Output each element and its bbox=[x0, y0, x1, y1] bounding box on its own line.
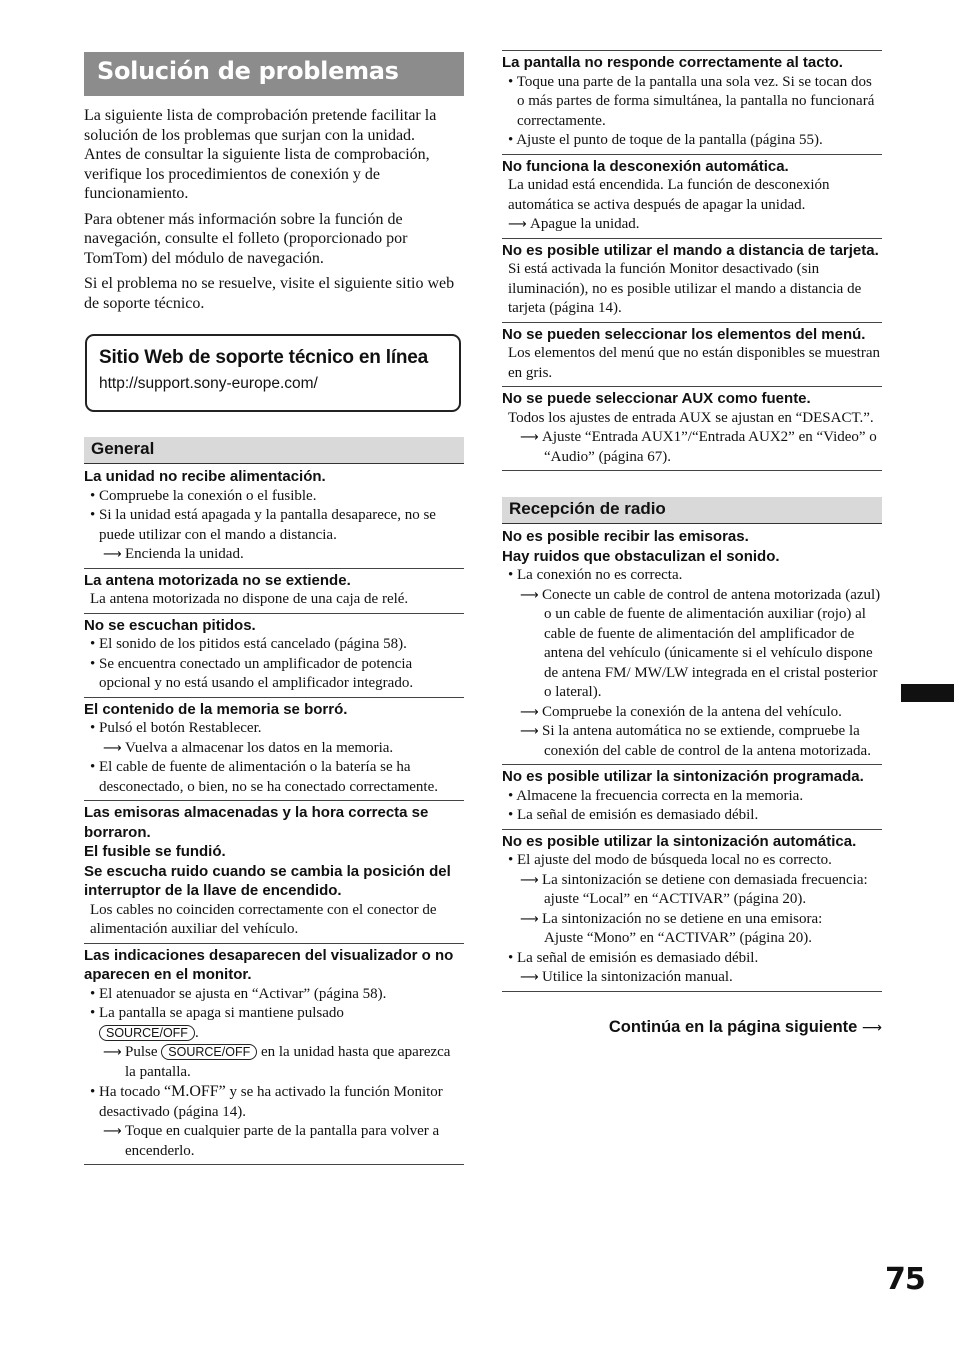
intro-paragraph: Antes de consultar la siguiente lista de comprobación, verifique los procedimientos de conexión y de funcionamiento. bbox=[84, 146, 430, 202]
arrow-right-icon: ⟶ bbox=[520, 587, 539, 603]
problem-heading: La pantalla no responde correctamente al tacto. bbox=[502, 54, 843, 71]
problem-heading: El fusible se fundió. bbox=[84, 843, 226, 860]
problem-heading: La antena motorizada no se extiende. bbox=[84, 571, 351, 589]
support-website-url[interactable]: http://support.sony-europe.com/ bbox=[99, 375, 318, 392]
cause-text: Si está activada la función Monitor desactivado (sin iluminación), no es posible utilizar el mando a distancia de tarjeta (página 14). bbox=[508, 261, 862, 316]
cause-text: Todos los ajustes de entrada AUX se ajustan en “DESACT.”. bbox=[508, 409, 874, 426]
cause-item: • Si la unidad está apagada y la pantalla desaparece, no se puede utilizar con el mando a distancia. bbox=[84, 506, 464, 545]
solution-item: ⟶ Vuelva a almacenar los datos en la memoria. bbox=[84, 739, 464, 759]
troubleshoot-entry bbox=[502, 323, 882, 388]
problem-heading: La unidad no recibe alimentación. bbox=[84, 468, 326, 485]
cause-item: • Se encuentra conectado un amplificador de potencia opcional y no está usando el amplificador integrado. bbox=[84, 655, 464, 694]
problem-heading: Las emisoras almacenadas y la hora correcta se borraron. bbox=[84, 804, 429, 841]
arrow-right-icon: ⟶ bbox=[520, 430, 539, 445]
troubleshoot-entry bbox=[84, 944, 464, 1166]
cause-item: • La señal de emisión es demasiado débil. bbox=[502, 949, 882, 969]
solution-item: ⟶ Ajuste “Entrada AUX1”/“Entrada AUX2” en “Video” o “Audio” (página 67). bbox=[520, 429, 877, 465]
troubleshoot-entry bbox=[84, 464, 464, 569]
page-title: Solución de problemas bbox=[84, 52, 464, 96]
cause-item: • La conexión no es correcta. bbox=[502, 566, 882, 586]
problem-heading: Hay ruidos que obstaculizan el sonido. bbox=[502, 547, 780, 565]
solution-item: ⟶ La sintonización se detiene con demasiada frecuencia: bbox=[502, 871, 882, 891]
arrow-right-icon: ⟶ bbox=[520, 970, 539, 985]
right-column bbox=[502, 50, 882, 1037]
cause-item: • El sonido de los pitidos está cancelado (página 58). bbox=[84, 635, 464, 655]
problem-heading: No funciona la desconexión automática. bbox=[502, 157, 789, 175]
problem-heading: Se escucha ruido cuando se cambia la posición del interruptor de la llave de encendido. bbox=[84, 862, 451, 899]
problem-heading: No es posible recibir las emisoras. bbox=[502, 528, 749, 545]
problem-heading: No es posible utilizar la sintonización automática. bbox=[502, 832, 857, 850]
section-radio-header: Recepción de radio bbox=[502, 497, 882, 524]
arrow-right-icon: ⟶ bbox=[520, 724, 539, 739]
troubleshoot-entry bbox=[502, 387, 882, 471]
solution-detail: Ajuste “Mono” en “ACTIVAR” (página 20). bbox=[544, 930, 812, 946]
cause-text: La antena motorizada no dispone de una caja de relé. bbox=[90, 591, 409, 607]
troubleshoot-entry bbox=[502, 765, 882, 830]
intro-paragraph: Para obtener más información sobre la función de navegación, consulte el folleto (proporcionado por TomTom) del módulo de navegación. bbox=[84, 210, 408, 267]
troubleshoot-entry bbox=[502, 524, 882, 765]
arrow-right-icon: ⟶ bbox=[103, 547, 122, 562]
solution-item: ⟶ Compruebe la conexión de la antena del vehículo. bbox=[502, 703, 882, 723]
intro-paragraph: La siguiente lista de comprobación pretende facilitar la solución de los problemas que surjan con la unidad. bbox=[84, 107, 437, 144]
cause-item: • Pulsó el botón Restablecer. bbox=[84, 719, 464, 739]
solution-detail: ajuste “Local” en “ACTIVAR” (página 20). bbox=[544, 891, 807, 907]
section-general-header: General bbox=[84, 437, 464, 464]
solution-item: ⟶ Toque en cualquier parte de la pantalla para volver a encenderlo. bbox=[103, 1123, 440, 1159]
troubleshoot-entry bbox=[84, 801, 464, 944]
problem-heading: No es posible utilizar el mando a distancia de tarjeta. bbox=[502, 241, 879, 259]
section-tab-marker bbox=[901, 684, 954, 702]
problem-heading: No es posible utilizar la sintonización programada. bbox=[502, 768, 864, 785]
solution-item: ⟶ Pulse SOURCE/OFF en la unidad hasta que aparezca la pantalla. bbox=[103, 1044, 451, 1080]
solution-item: ⟶ Apague la unidad. bbox=[502, 215, 882, 235]
cause-item: • Ha tocado “M.OFF” y se ha activado la función Monitor desactivado (página 14). bbox=[84, 1082, 464, 1122]
troubleshoot-entry bbox=[84, 614, 464, 698]
arrow-right-icon: ⟶ bbox=[861, 1019, 882, 1036]
solution-item: ⟶ Conecte un cable de control de antena motorizada (azul) o un cable de fuente de alimentación auxiliar (rojo) al cable de fuente de alimentación del amplificador de antena del vehículo (únicamente si el vehículo dispone de antena FM/ MW/LW integrada en el cristal posterior o lateral). bbox=[520, 586, 881, 700]
troubleshoot-entry bbox=[502, 239, 882, 323]
solution-item: ⟶ La sintonización no se detiene en una emisora: bbox=[502, 910, 882, 930]
arrow-right-icon: ⟶ bbox=[103, 1045, 122, 1060]
cause-item: • El ajuste del modo de búsqueda local no es correcto. bbox=[502, 851, 882, 871]
cause-item: • Ajuste el punto de toque de la pantalla (página 55). bbox=[502, 131, 882, 151]
cause-item: • La señal de emisión es demasiado débil. bbox=[502, 806, 882, 826]
arrow-right-icon: ⟶ bbox=[520, 911, 539, 927]
cause-text: Los cables no coinciden correctamente con el conector de alimentación auxiliar del vehículo. bbox=[90, 901, 437, 937]
troubleshoot-entry bbox=[502, 155, 882, 239]
arrow-right-icon: ⟶ bbox=[508, 217, 527, 232]
problem-heading: No se pueden seleccionar los elementos del menú. bbox=[502, 325, 866, 343]
troubleshoot-entry bbox=[84, 698, 464, 802]
troubleshoot-entry bbox=[502, 51, 882, 155]
cause-item: • La pantalla se apaga si mantiene pulsado SOURCE/OFF . bbox=[84, 1004, 464, 1043]
cause-item: • Compruebe la conexión o el fusible. bbox=[84, 487, 464, 507]
support-website-box bbox=[85, 334, 461, 412]
solution-item: ⟶ Si la antena automática no se extiende, compruebe la conexión del cable de control de la antena motorizada. bbox=[520, 723, 871, 759]
source-off-button-label: SOURCE/OFF bbox=[161, 1044, 257, 1060]
continue-next-page: Continúa en la página siguiente ⟶ bbox=[608, 1017, 882, 1036]
arrow-right-icon: ⟶ bbox=[103, 740, 122, 756]
left-column bbox=[84, 48, 464, 1165]
solution-item: ⟶ Utilice la sintonización manual. bbox=[502, 968, 882, 988]
cause-item: • El atenuador se ajusta en “Activar” (página 58). bbox=[84, 985, 464, 1005]
cause-text: Los elementos del menú que no están disponibles se muestran en gris. bbox=[508, 345, 881, 381]
intro bbox=[84, 106, 464, 313]
cause-item: • El cable de fuente de alimentación o la batería se ha desconectado, o bien, no se ha conectado correctamente. bbox=[84, 758, 464, 797]
problem-heading: El contenido de la memoria se borró. bbox=[84, 700, 348, 718]
support-website-title: Sitio Web de soporte técnico en línea bbox=[99, 347, 429, 368]
problem-heading: No se puede seleccionar AUX como fuente. bbox=[502, 390, 811, 407]
page-number: 75 bbox=[885, 1262, 925, 1297]
problem-heading: Las indicaciones desaparecen del visualizador o no aparecen en el monitor. bbox=[84, 946, 454, 983]
m-off-key-label: “M.OFF” bbox=[164, 1083, 226, 1100]
source-off-button-label: SOURCE/OFF bbox=[99, 1025, 195, 1041]
troubleshoot-entry bbox=[84, 569, 464, 614]
arrow-right-icon: ⟶ bbox=[103, 1124, 122, 1139]
problem-heading: No se escuchan pitidos. bbox=[84, 616, 256, 634]
cause-item: • Toque una parte de la pantalla una sola vez. Si se tocan dos o más partes de forma simultánea, la pantalla no funcionará correctamente. bbox=[502, 73, 882, 132]
arrow-right-icon: ⟶ bbox=[520, 872, 539, 888]
troubleshoot-entry bbox=[502, 830, 882, 992]
intro-paragraph: Si el problema no se resuelve, visite el siguiente sitio web de soporte técnico. bbox=[84, 275, 455, 312]
cause-item: • Almacene la frecuencia correcta en la memoria. bbox=[502, 787, 882, 807]
cause-text: La unidad está encendida. La función de desconexión automática se activa después de apagar la unidad. bbox=[508, 177, 830, 213]
arrow-right-icon: ⟶ bbox=[520, 704, 539, 720]
solution-item: ⟶ Encienda la unidad. bbox=[84, 545, 464, 565]
